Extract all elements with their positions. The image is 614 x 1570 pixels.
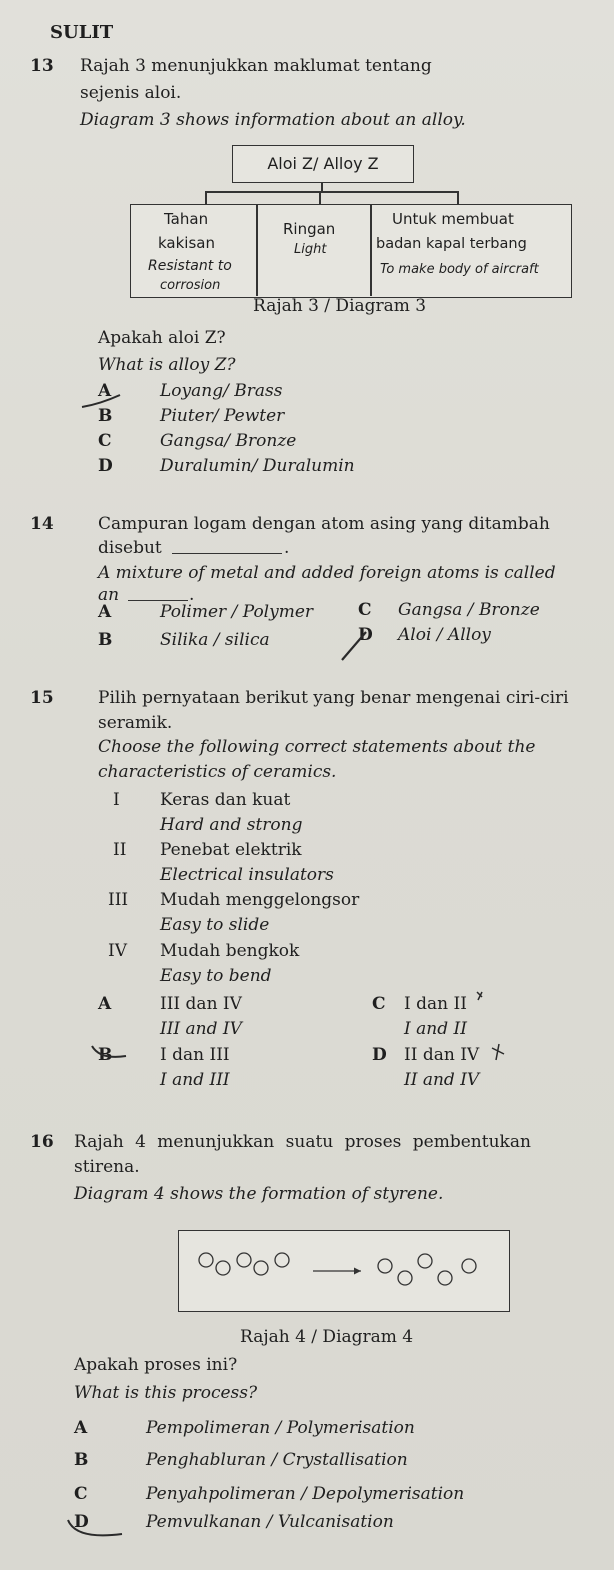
q15-option-b-letter[interactable]: B <box>98 1045 113 1065</box>
q13-stem-ms-2: sejenis aloi. <box>80 83 182 103</box>
q16-option-d-letter[interactable]: D <box>74 1512 89 1532</box>
q14-option-b-text[interactable]: Silika / silica <box>160 630 270 650</box>
q15-number: 15 <box>30 688 54 708</box>
q13-number: 13 <box>30 56 54 76</box>
q16-question-en: What is this process? <box>74 1383 258 1403</box>
q16-option-c-text[interactable]: Penyahpolimeran / Depolymerisation <box>146 1484 465 1504</box>
q13-question-ms: Apakah aloi Z? <box>98 328 226 348</box>
q14-option-c-letter[interactable]: C <box>358 600 372 620</box>
statement-3-numeral: III <box>108 890 129 910</box>
statement-4-numeral: IV <box>108 941 127 961</box>
diagram-3-left-drop <box>205 191 207 205</box>
q16-stem-ms-1: Rajah 4 menunjukkan suatu proses pembentukan <box>74 1132 531 1152</box>
q15-option-d-en[interactable]: II and IV <box>404 1070 480 1090</box>
q15-check-mark-1 <box>474 988 490 1004</box>
monomer-chain-left <box>199 1253 289 1275</box>
box1-en-line2: corrosion <box>160 278 221 293</box>
q15-option-a-letter[interactable]: A <box>98 994 112 1014</box>
q16-stem-ms-2: stirena. <box>74 1157 140 1177</box>
diagram-3-divider-1 <box>256 205 258 296</box>
q13-option-c-text[interactable]: Gangsa/ Bronze <box>160 431 297 451</box>
q14-option-d-letter[interactable]: D <box>358 625 373 645</box>
q16-answer-tick-mark <box>62 1514 132 1544</box>
q13-stem-ms-1: Rajah 3 menunjukkan maklumat tentang <box>80 56 432 76</box>
statement-2-ms: Penebat elektrik <box>160 840 302 860</box>
q14-stem-ms-2: disebut <box>98 538 162 558</box>
q15-answer-tick-mark <box>86 1042 146 1066</box>
q14-stem-en-2: an <box>98 585 120 605</box>
header-label: SULIT <box>50 22 114 43</box>
statement-3-ms: Mudah menggelongsor <box>160 890 360 910</box>
q14-option-d-text[interactable]: Aloi / Alloy <box>398 625 491 645</box>
statement-1-numeral: I <box>113 790 120 810</box>
q13-option-b-letter[interactable]: B <box>98 406 113 426</box>
diagram-4-molecules <box>179 1231 509 1311</box>
q15-option-c-letter[interactable]: C <box>372 994 386 1014</box>
q16-option-c-letter[interactable]: C <box>74 1484 88 1504</box>
q16-number: 16 <box>30 1132 54 1152</box>
statement-2-en: Electrical insulators <box>160 865 334 885</box>
diagram-3-branch-line <box>205 191 459 193</box>
q13-question-en: What is alloy Z? <box>98 355 236 375</box>
q16-stem-en: Diagram 4 shows the formation of styrene. <box>74 1184 444 1204</box>
statement-4-ms: Mudah bengkok <box>160 941 300 961</box>
q15-option-c-en[interactable]: I and II <box>404 1019 467 1039</box>
q15-option-b-en[interactable]: I and III <box>160 1070 230 1090</box>
diagram-3-root-box: Aloi Z/ Alloy Z <box>232 145 414 183</box>
q13-option-b-text[interactable]: Piuter/ Pewter <box>160 406 285 426</box>
q13-option-a-text[interactable]: Loyang/ Brass <box>160 381 283 401</box>
box1-ms-line1: Tahan <box>164 210 209 228</box>
q13-option-a-letter[interactable]: A <box>98 381 112 401</box>
q13-option-d-letter[interactable]: D <box>98 456 113 476</box>
q16-question-ms: Apakah proses ini? <box>74 1355 238 1375</box>
diagram-4-box <box>178 1230 510 1312</box>
q16-option-b-text[interactable]: Penghabluran / Crystallisation <box>146 1450 408 1470</box>
q15-option-c-ms[interactable]: I dan II <box>404 994 467 1014</box>
q16-option-b-letter[interactable]: B <box>74 1450 89 1470</box>
q16-option-a-text[interactable]: Pempolimeran / Polymerisation <box>146 1418 415 1438</box>
q15-stem-ms-1: Pilih pernyataan berikut yang benar mengenai ciri-ciri <box>98 688 569 708</box>
q14-option-b-letter[interactable]: B <box>98 630 113 650</box>
box2-en: Light <box>294 242 327 257</box>
q16-option-a-letter[interactable]: A <box>74 1418 88 1438</box>
diagram-3-caption: Rajah 3 / Diagram 3 <box>253 296 427 316</box>
q13-answer-tick-mark <box>80 392 140 412</box>
box3-en: To make body of aircraft <box>380 262 539 277</box>
q15-option-b-ms[interactable]: I dan III <box>160 1045 230 1065</box>
q15-option-d-ms[interactable]: II dan IV <box>404 1045 480 1065</box>
q15-stem-en-2: characteristics of ceramics. <box>98 762 337 782</box>
q13-option-c-letter[interactable]: C <box>98 431 112 451</box>
q15-stem-en-1: Choose the following correct statements about the <box>98 737 536 757</box>
q15-option-a-ms[interactable]: III dan IV <box>160 994 242 1014</box>
q14-blank-1 <box>172 553 282 554</box>
q13-stem-en: Diagram 3 shows information about an alloy. <box>80 110 466 130</box>
q15-stem-ms-2: seramik. <box>98 713 173 733</box>
q14-stem-en-1: A mixture of metal and added foreign atoms is called <box>98 563 556 583</box>
statement-1-en: Hard and strong <box>160 815 303 835</box>
box1-ms-line2: kakisan <box>158 234 215 252</box>
box3-ms-line2: badan kapal terbang <box>376 236 527 252</box>
q15-check-mark-2 <box>490 1042 506 1062</box>
q14-stem-ms-1: Campuran logam dengan atom asing yang ditambah <box>98 514 550 534</box>
molecules-right <box>378 1254 476 1285</box>
statement-3-en: Easy to slide <box>160 915 270 935</box>
diagram-3-divider-2 <box>370 205 372 296</box>
q14-number: 14 <box>30 514 54 534</box>
q14-option-a-letter[interactable]: A <box>98 602 112 622</box>
q14-blank-2 <box>128 600 188 601</box>
diagram-4-caption: Rajah 4 / Diagram 4 <box>240 1327 414 1347</box>
box3-ms-line1: Untuk membuat <box>392 210 514 228</box>
diagram-3-middle-drop <box>319 191 321 205</box>
box1-en-line1: Resistant to <box>148 258 232 274</box>
q14-option-a-text[interactable]: Polimer / Polymer <box>160 602 314 622</box>
statement-1-ms: Keras dan kuat <box>160 790 291 810</box>
box2-ms: Ringan <box>283 220 336 238</box>
statement-4-en: Easy to bend <box>160 966 272 986</box>
q16-option-d-text[interactable]: Pemvulkanan / Vulcanisation <box>146 1512 394 1532</box>
q14-option-c-text[interactable]: Gangsa / Bronze <box>398 600 540 620</box>
q15-option-a-en[interactable]: III and IV <box>160 1019 242 1039</box>
process-arrow <box>313 1268 361 1275</box>
q15-option-d-letter[interactable]: D <box>372 1045 387 1065</box>
statement-2-numeral: II <box>113 840 127 860</box>
q14-answer-tick-mark <box>340 628 380 664</box>
q13-option-d-text[interactable]: Duralumin/ Duralumin <box>160 456 355 476</box>
q14-blank-2-period: . <box>189 585 195 605</box>
q14-blank-1-period: . <box>284 538 290 558</box>
diagram-3-right-drop <box>457 191 459 205</box>
